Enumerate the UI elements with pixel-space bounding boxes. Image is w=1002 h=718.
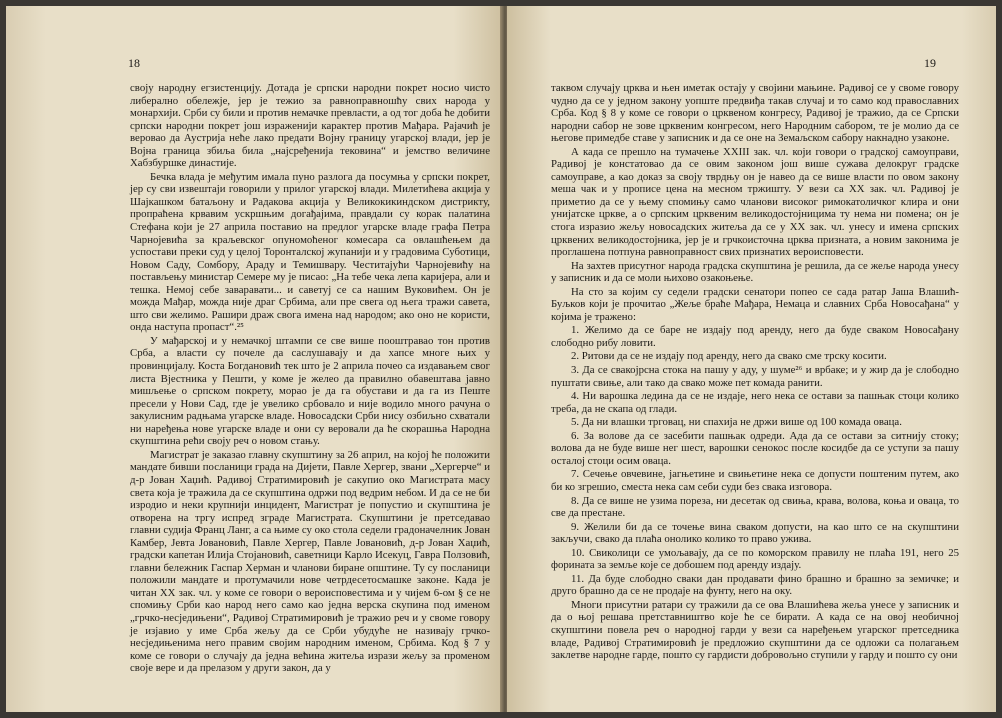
paragraph: Многи присутни ратари су тражили да се ова Влашићева жеља унесе у записник и да о њој решава претставништво које ће се бирати. А када се на овој необичној скупштини повела реч о народној гарди у вези са наређењем угарског претседника владе, Радивој Стратимировић је предложио скупштини да се одложи са полагањем заклетве народне гарде, пошто су гардисти добровољно ступили у гарду и пошто су они <box>551 598 959 662</box>
page-number: 18 <box>128 56 140 70</box>
list-item: 8. Да се више не узима пореза, ни десетак од свиња, крава, волова, коња и оваца, то све да престане. <box>551 494 959 520</box>
list-item: 7. Сечење овчевине, јагњетине и свињетине нека се допусти поштеним путем, ако би ко згрешио, сместа нека сам себи суди без свака изговора. <box>551 468 959 493</box>
list-item: 1. Желимо да се баре не издају под аренду, него да буде сваком Новосађану слободно рибу ловити. <box>551 324 959 349</box>
paragraph: Магистрат је заказао главну скупштину за 26 април, на којој ће положити мандате бивши посланици града на Дијети, Павле Хергер, звани „Хергерче“ и д-р Јован Хаџић. Радивој Стратимировић је сакупио око Магистрата масу света која је тражила да се скупштина одржи под ведрим небом. И да се не би изродио и неки крупнији инцидент, Магистрат је попустио и скупштина је отворена на тргу испред зграде Магистрата. Скупштини је претседавао главни судија Франц Ланг, а са њиме су око стола седели градоначелник Јован Камбер, Јевта Јовановић, Павле Хергер, Павле Јовановић, д-р Јован Хаџић, градски капетан Илија Стојановић, саветници Карло Исекуц, Гаврa Ползовић, главни бележник Гаспар Херман и чланови биране општине. Ту су посланици положили мандате и протумачили нове четрдесетосмашке законе. Када је читан XX зак. чл. у коме се говори о вероисповестима и у чијем 6-ом § се не спомињу Срби као народ него само као једна верска скупина под именом „грчко-несједињени“, Радивој Стратимировић је тражио реч и у своме говору је изјавио у име Срба жељу да се Срби убудуће не називају грчко-несједињенима него правим својим народним именом, Србима. Код § 7 у коме се говори о случају да једна већина житеља изрази жељу за променом своје вере и да прелазом у други закон, да у <box>130 448 490 675</box>
page-number: 19 <box>924 56 936 70</box>
paragraph: На захтев присутног народа градска скупштина је решила, да се жеље народа унесу у записник и да се моли њихово озакоњење. <box>551 259 959 285</box>
left-page <box>6 6 503 712</box>
list-item: 10. Свиколици се умољавају, да се по коморском правилу не плаћа 191, него 25 форината за земље које се добошем под аренду издају. <box>551 546 959 572</box>
right-page <box>507 6 996 712</box>
paragraph: Бечка влада је међутим имала пуно разлога да посумња у српски покрет, јер су сви извештаји говорили у прилог угарској влади. Милетићева акција у Шајкашком батаљону и Радакова акција у Великокикиндском дистрикту, пропраћена крвавим ускршњим догађајима, правдали су корак палатина Стефана који је 27 априла поставио на предлог угарске владе графа Петра Чарнојевића за краљевског опуномоћеног комесара са овлашћењем да успостави преки суд у целој Торонталској жупанији и у градовима Суботици, Новом Саду, Сомбору, Араду и Темишвару. Честитајући Чарнојевићу на постављењу министар Семере му је писао: „На тебе чека лепа каријера, али и тешка. Немој себе заваравати... и саветуј се са нашим Вуковићем. Он је можда Мађар, можда није драг Србима, али пре свега од њега тражи савета, што сви желимо. Рашири драж свога имена над народом; ако оно не користи, онда наступа пропаст“.²⁵ <box>130 170 490 334</box>
list-item: 3. Да се свакојрсна стока на пашу у аду, у шуме²⁶ и врбаке; и у жир да је слободно пуштати свиње, али тако да свако мoже пет комада ранити. <box>551 364 959 389</box>
paragraph: На сто за којим су седели градски сенатори попео се сада ратар Јаша Влашић-Буљков који је прочитао „Жеље браће Мађара, Немаца и славних Срба Новосађана“ у којима је тражено: <box>551 285 959 323</box>
page-body <box>130 82 490 675</box>
list-item: 4. Ни варошка ледина да се не издаје, него нека се остави за пашњак стоци колико треба, да не скапа од глади. <box>551 390 959 415</box>
page-body <box>551 82 959 662</box>
paragraph: А када се прешло на тумачење XXIII зак. чл. који говори о градској самоуправи, Радивој је констатовао да се овим законом још више сужава делокруг градске самоуправе, а као доказ за своју тврдњу он је навео да се више власти по овом закону меша чак и у прописе цена на месном тржишту. У вези са XX зак. чл. Радивој је приметио да се у њему спомињу само чланови високог римокатоличког клира и они унијатске цркве, а о српским црквеним великодостојницима ту нема ни помена; он је стога изразио жељу новосадских житеља да се у XX зак. чл. унесу и имена српских црквених великодостојника, јер је и грчкоисточна црква призната, а новим законима је проглашена потпуна равноправност свих признатих вероисповести. <box>551 145 959 259</box>
paragraph: У мађарској и у немачкој штампи се све више пооштравао тон против Срба, а власти су почеле да саслушавају и да хапсе многе њих у провинцијалу. Коста Богдановић тек што је 2 априла почео са издавањем свог листа Вјестника у Пешти, у коме је желео да правилно обавештава јавно мишљење о српском покрету, морао је да га обустави и да га из Пеште пресели у Нови Сад, где је увелико србовало и није водило много рачуна о закулисним радњама угарске владе. Новосадски Срби нису озбиљно схватали ни наређења нове угарске владе и они су веровали да ће скорашња Народна скупштина рећи своју реч о новом стању. <box>130 334 490 448</box>
list-item: 2. Ритови да се не издају под аренду, него да свако сме трску косити. <box>571 350 887 363</box>
list-item: 6. За волове да се засебити пашњак одреди. Ада да се остави за ситнију стоку; волова да не буде више нег шест, варошки сенокос после косидбе да се уступи за пашу осталој стоци осим оваца. <box>551 429 959 467</box>
list-item: 9. Желили би да се точење вина сваком допусти, на као што се на скупштини закључи, свако да плаћа онолико колико то право ужива. <box>551 520 959 546</box>
list-item: 5. Да ни влашки трговац, ни спахија не држи више од 100 комада оваца. <box>571 416 902 429</box>
paragraph: своју народну егзистенцију. Дотада је српски народни покрет носио чисто либерално обележје, јер је тежио за равноправношћу свих народа у монархији. Срби су били и против немачке превласти, а од тог доба ће добити српски народни покрет још израженији карактер против Мађара. Рајачић је веровао да Аустрија неће лако предати Војну границу угарској влади, јер је Војна граница збиља била „најсређенија тековина“ и јемство величине Хабзбуршке династије. <box>130 82 490 170</box>
paragraph: таквом случају црква и њен иметак остају у својини мањине. Радивој се у своме говору чудно да се у једном закону уопште предвиђа такав случај и то само код православних Срба. Код § 8 у коме се говори о црквеном конгресу, Радивој је тражио, да се Српски народни сабор не зове црквеним конгресом, него Народним сабором, те је молио да се његове примедбе ставе у записник и да се оне на Земаљском сабору накнадно узаконе. <box>551 82 959 145</box>
list-item: 11. Да буде слободно сваки дан продавати фино брашно и брашно за земичке; и друго брашно да се не продаје на фунту, него на оку. <box>551 572 959 598</box>
